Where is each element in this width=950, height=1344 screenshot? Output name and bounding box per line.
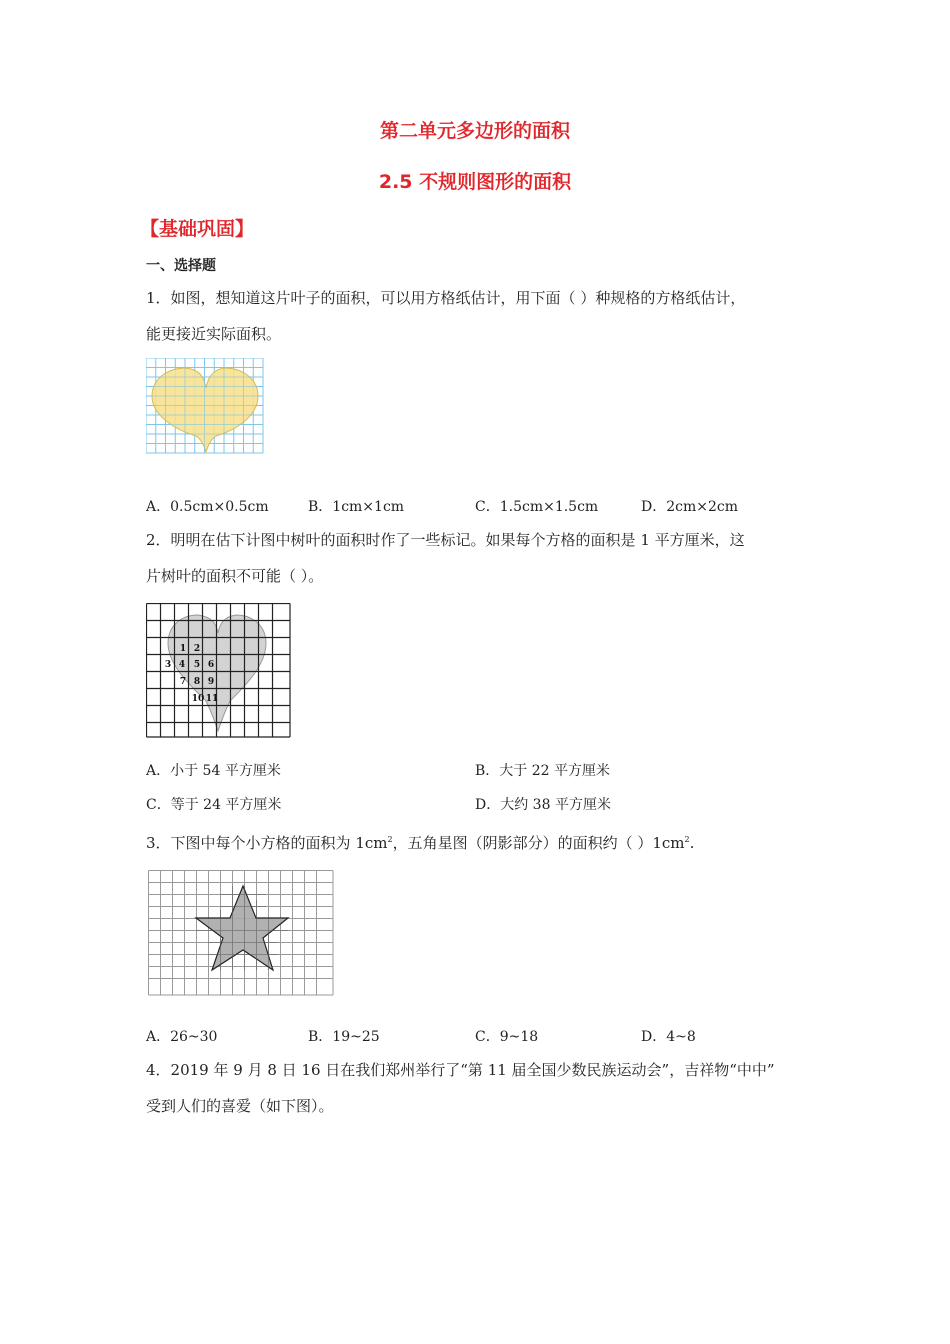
question-3-text-b: ，五角星图（阴影部分）的面积约（ ）1cm xyxy=(392,834,685,852)
leaf-label-3: 3 xyxy=(164,660,172,670)
q2-option-b[interactable]: B．大于 22 平方厘米 xyxy=(475,763,611,779)
question-2-line2: 片树叶的面积不可能（ ）。 xyxy=(146,567,324,585)
q1-option-c[interactable]: C．1.5cm×1.5cm xyxy=(475,499,599,515)
q3-option-a[interactable]: A．26~30 xyxy=(146,1029,218,1045)
leaf-label-7: 7 xyxy=(179,677,187,687)
leaf-label-10: 10 xyxy=(191,694,205,704)
leaf-label-5: 5 xyxy=(193,660,201,670)
leaf-label-2: 2 xyxy=(193,644,201,654)
question-3-end: . xyxy=(689,834,695,852)
leaf-grid-figure xyxy=(146,358,264,454)
question-4-line2: 受到人们的喜爱（如下图）。 xyxy=(146,1097,334,1115)
q2-option-c[interactable]: C．等于 24 平方厘米 xyxy=(146,797,282,813)
q1-option-b[interactable]: B．1cm×1cm xyxy=(308,499,405,515)
q3-option-d[interactable]: D．4~8 xyxy=(641,1029,696,1045)
leaf-label-9: 9 xyxy=(207,677,215,687)
question-2-line1: 2．明明在估下计图中树叶的面积时作了一些标记。如果每个方格的面积是 1 平方厘米，这 xyxy=(146,531,745,549)
part-label: 一、选择题 xyxy=(146,258,216,274)
question-1-line1: 1．如图，想知道这片叶子的面积，可以用方格纸估计，用下面（ ）种规格的方格纸估计， xyxy=(146,289,746,307)
leaf-label-8: 8 xyxy=(193,677,201,687)
q1-option-a[interactable]: A．0.5cm×0.5cm xyxy=(146,499,269,515)
question-3-sup-b: 2 xyxy=(684,835,690,844)
q3-option-b[interactable]: B．19~25 xyxy=(308,1029,380,1045)
leaf-label-1: 1 xyxy=(179,644,187,654)
leaf-label-11: 11 xyxy=(205,694,219,704)
q2-option-a[interactable]: A．小于 54 平方厘米 xyxy=(146,763,281,779)
question-3-line1 xyxy=(146,830,694,853)
leaf-label-6: 6 xyxy=(207,660,215,670)
question-3-text-a: 3．下图中每个小方格的面积为 1cm xyxy=(146,834,388,852)
star-grid-figure xyxy=(148,870,334,996)
question-4-line1: 4．2019 年 9 月 8 日 16 日在我们郑州举行了“第 11 届全国少数民族运动会”，吉祥物“中中” xyxy=(146,1061,775,1079)
unit-title: 第二单元多边形的面积 xyxy=(379,120,570,142)
question-1-line2: 能更接近实际面积。 xyxy=(146,325,282,343)
q3-option-c[interactable]: C．9~18 xyxy=(475,1029,539,1045)
leaf-label-4: 4 xyxy=(178,660,186,670)
section-label: 【基础巩固】 xyxy=(140,218,255,240)
q1-option-d[interactable]: D．2cm×2cm xyxy=(641,499,739,515)
question-3-sup-a: 2 xyxy=(387,835,393,844)
lesson-title: 2.5 不规则图形的面积 xyxy=(378,171,572,193)
q2-option-d[interactable]: D．大约 38 平方厘米 xyxy=(475,797,611,813)
tree-leaf-grid-figure xyxy=(146,603,291,738)
